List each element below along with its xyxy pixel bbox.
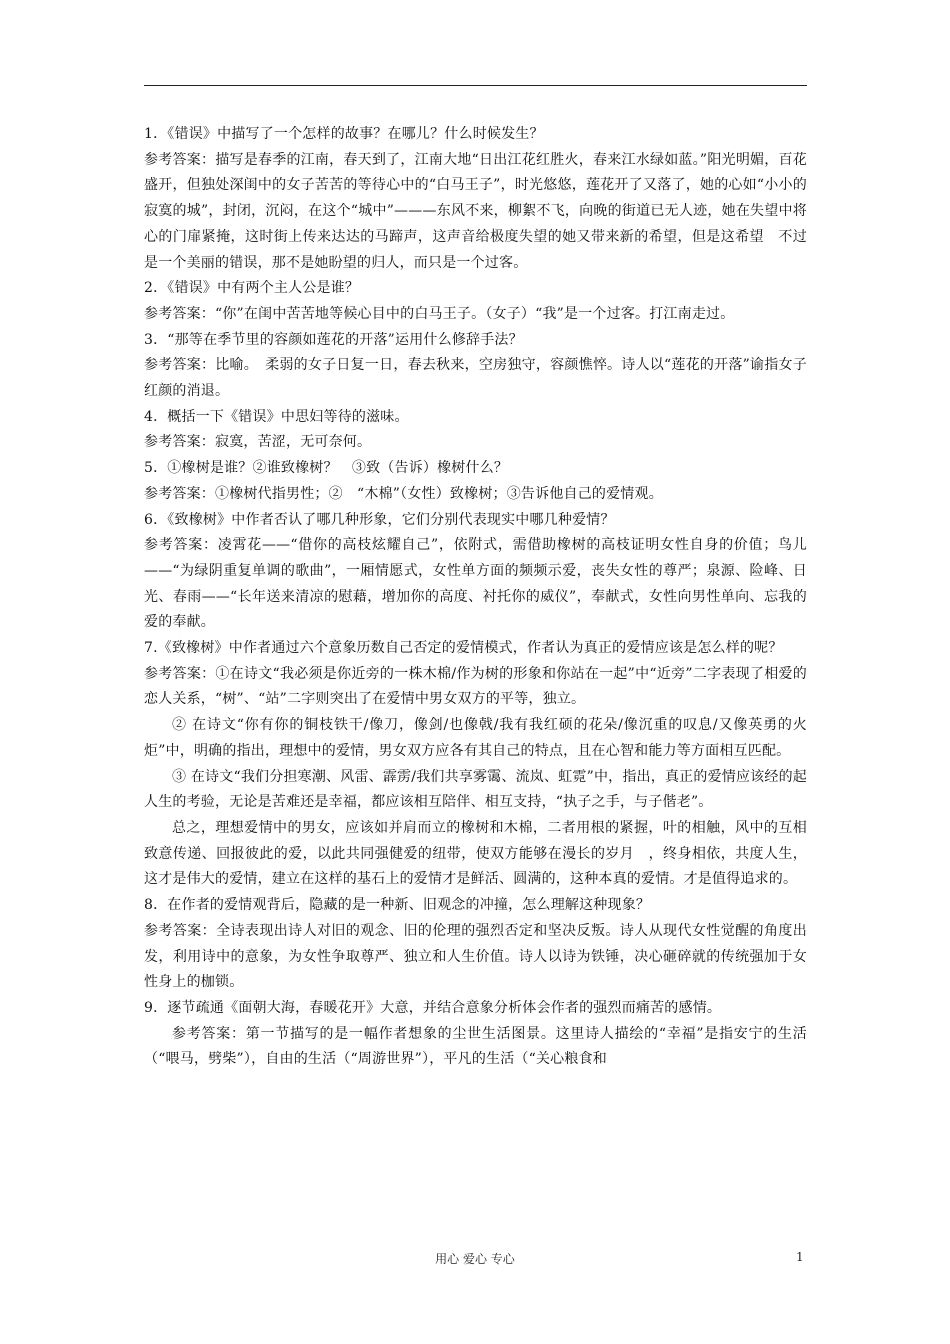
paragraph: 参考答案：①橡树代指男性；② “木棉”（女性）致橡树；③告诉他自己的爱情观。 xyxy=(144,485,663,502)
paragraph: 9．逐节疏通《面朝大海，春暖花开》大意，并结合意象分析体会作者的强烈而痛苦的感情。 xyxy=(144,999,722,1016)
paragraph: 参考答案：凌霄花——“借你的高枝炫耀自己”，依附式，需借助橡树的高枝证明女性自身的价值；鸟儿——“为绿阴重复单调的歌曲”，一厢情愿式，女性单方面的频频示爱，丧失女性的尊严；泉源、险峰、日光、春雨——“长年送来清凉的慰藉，增加你的高度、衬托你的威仪”，奉献式，女性向男性单向、忘我的爱的奉献。 xyxy=(144,537,807,631)
paragraph: 参考答案：比喻。 柔弱的女子日复一日，春去秋来，空房独守，容颜憔悴。诗人以“莲花的开落”谕指女子红颜的消退。 xyxy=(144,357,807,400)
paragraph: 1．《错误》中描写了一个怎样的故事？在哪儿？什么时候发生？ xyxy=(144,126,544,142)
paragraph: 8．在作者的爱情观背后，隐藏的是一种新、旧观念的冲撞，怎么理解这种现象？ xyxy=(144,897,651,914)
paragraph: 参考答案：①在诗文“我必须是你近旁的一株木棉/作为树的形象和你站在一起”中“近旁”二字表现了相爱的恋人关系，“树”、“站”二字则突出了在爱情中男女双方的平等，独立。 xyxy=(144,665,807,708)
footer-slogan: 用心 爱心 专心 xyxy=(435,1252,515,1266)
paragraph: ② 在诗文“你有你的铜枝铁干/像刀，像剑/也像戟/我有我红硕的花朵/像沉重的叹息/又像英勇的火炬”中，明确的指出，理想中的爱情，男女双方应各有其自己的特点，且在心智和能力等方面相互匹配。 xyxy=(144,717,807,759)
paragraph: ③ 在诗文“我们分担寒潮、风雷、霹雳/我们共享雾霭、流岚、虹霓”中，指出，真正的爱情应该经的起人生的考验，无论是苦难还是幸福，都应该相互陪伴、相互支持，“执子之手，与子偕老”。 xyxy=(144,768,807,811)
paragraph: 参考答案：全诗表现出诗人对旧的观念、旧的伦理的强烈否定和坚决反叛。诗人从现代女性觉醒的角度出发，利用诗中的意象，为女性争取尊严、独立和人生价值。诗人以诗为铁锤，决心砸碎就的传统强加于女性身上的枷锁。 xyxy=(144,922,807,991)
header-rule xyxy=(144,85,807,86)
paragraph: 总之，理想爱情中的男女，应该如并肩而立的橡树和木棉，二者用根的紧握，叶的相触，风中的互相致意传递、回报彼此的爱，以此共同强健爱的纽带，使双方能够在漫长的岁月 ，终身相依，共度人生，这才是伟大的爱情，建立在这样的基石上的爱情才是鲜活、圆满的，这种本真的爱情。才是值得追求的。 xyxy=(144,819,807,888)
document-body xyxy=(144,122,807,1073)
paragraph: 参考答案：“你”在闺中苦苦地等候心目中的白马王子。（女子）“我”是一个过客。打江南走过。 xyxy=(144,305,735,322)
paragraph: 3．“那等在季节里的容颜如莲花的开落”运用什么修辞手法？ xyxy=(144,331,523,348)
paragraph: 5．①橡树是谁？②谁致橡树？ ③致（告诉）橡树什么？ xyxy=(144,460,509,477)
paragraph: 4．概括一下《错误》中思妇等待的滋味。 xyxy=(144,408,409,425)
paragraph: 参考答案：寂寞，苦涩，无可奈何。 xyxy=(144,434,372,451)
paragraph: 参考答案：第一节描写的是一幅作者想象的尘世生活图景。这里诗人描绘的“幸福”是指安宁的生活（“喂马，劈柴”），自由的生活（“周游世界”），平凡的生活（“关心粮食和 xyxy=(144,1025,807,1068)
paragraph: 2．《错误》中有两个主人公是谁？ xyxy=(144,280,360,297)
paragraph: 7.《致橡树》中作者通过六个意象历数自己否定的爱情模式，作者认为真正的爱情应该是怎么样的呢？ xyxy=(144,640,783,657)
paragraph: 参考答案：描写是春季的江南，春天到了，江南大地“日出江花红胜火，春来江水绿如蓝。”阳光明媚，百花盛开，但独处深闺中的女子苦苦的等待心中的“白马王子”，时光悠悠，莲花开了又落了，她的心如“小小的寂寞的城”，封闭，沉闷，在这个“城中”———东风不来，柳絮不飞，向晚的街道已无人迹，她在失望中将心的门扉紧掩，这时街上传来达达的马蹄声，这声音给极度失望的她又带来新的希望，但是这希望 不过是一个美丽的错误，那不是她盼望的归人，而只是一个过客。 xyxy=(144,151,807,271)
page-number: 1 xyxy=(796,1250,804,1264)
paragraph: 6．《致橡树》中作者否认了哪几种形象，它们分别代表现实中哪几种爱情？ xyxy=(144,511,615,528)
